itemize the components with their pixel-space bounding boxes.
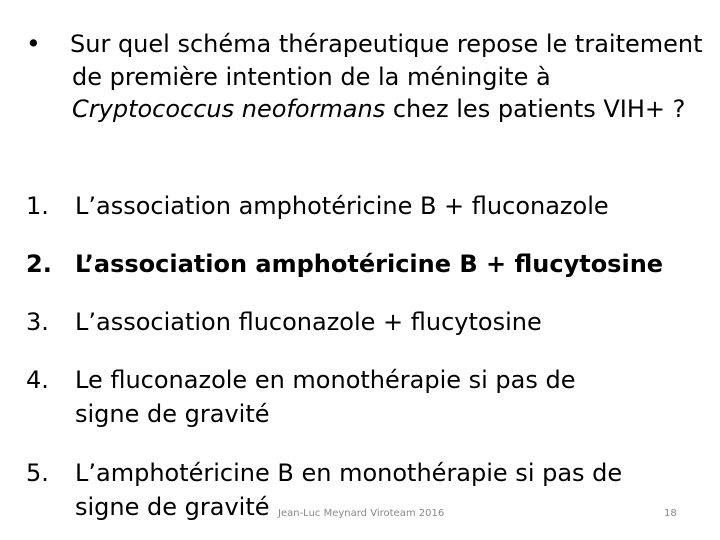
option-1: [26, 189, 706, 223]
option-text: Le fluconazole en monothérapie si pas de signe de gravité: [75, 366, 576, 428]
option-text: L’amphotéricine B en monothérapie si pas de signe de gravité: [75, 459, 623, 521]
option-number: 5.: [26, 459, 49, 487]
bullet-icon: •: [26, 29, 41, 58]
question-text-end: chez les patients VIH+ ?: [385, 95, 686, 123]
option-2-correct: [26, 247, 706, 281]
option-number: 2.: [26, 250, 52, 278]
option-text: L’association amphotéricine B + fluconazole: [75, 192, 609, 220]
question-text-start: Sur quel schéma thérapeutique repose le traitement de première intention de la méningite à: [70, 30, 703, 91]
option-number: 3.: [26, 308, 49, 336]
option-4: [26, 363, 626, 431]
option-number: 1.: [26, 192, 49, 220]
option-text: L’association fluconazole + flucytosine: [75, 308, 542, 336]
question-block: [26, 28, 706, 126]
footer-author: Jean-Luc Meynard Viroteam 2016: [278, 508, 445, 519]
question-organism: Cryptococcus neoformans: [72, 95, 386, 123]
option-text: L’association amphotéricine B + flucytosine: [75, 250, 664, 278]
question-text: [72, 28, 706, 126]
option-3: [26, 305, 706, 339]
option-number: 4.: [26, 366, 49, 394]
page-number: 18: [664, 508, 677, 519]
